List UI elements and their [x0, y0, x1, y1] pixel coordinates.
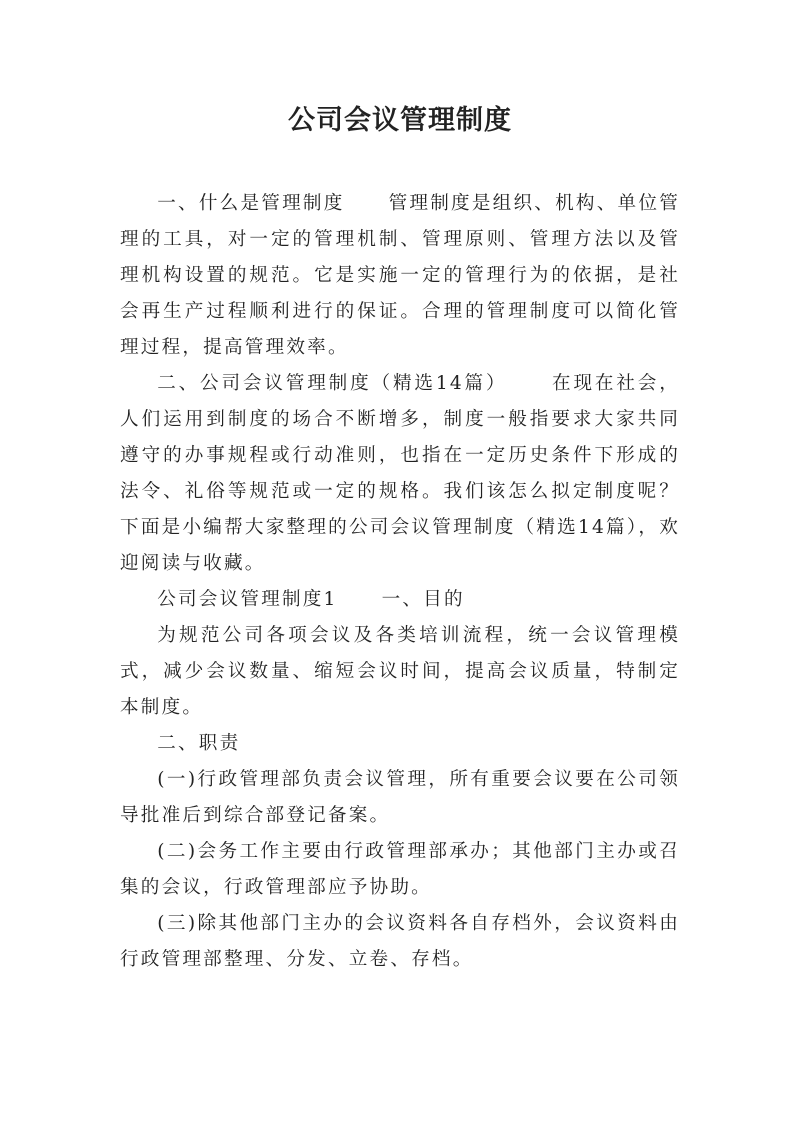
- section-heading: 一、什么是管理制度: [157, 193, 345, 214]
- paragraph-text: 二、职责: [157, 733, 241, 754]
- paragraph-text: 管理制度是组织、机构、单位管理的工具，对一定的管理机制、管理原则、管理方法以及管理机构设置的规范。它是实施一定的管理行为的依据，是社会再生产过程顺利进行的保证。合理的管理制度可以简化管理过程，提高管理效率。: [120, 193, 680, 358]
- paragraph-text: 在现在社会，人们运用到制度的场合不断增多，制度一般指要求大家共同遵守的办事规程或行动准则，也指在一定历史条件下形成的法令、礼俗等规范或一定的规格。我们该怎么拟定制度呢？下面是小编帮大家整理的公司会议管理制度（精选14篇），欢迎阅读与收藏。: [120, 373, 681, 574]
- paragraph-responsibilities-heading: [120, 726, 680, 762]
- paragraph-responsibility-2: [120, 834, 680, 906]
- paragraph-text: (一)行政管理部负责会议管理，所有重要会议要在公司领导批准后到综合部登记备案。: [120, 769, 680, 826]
- paragraph-text: 一、目的: [381, 589, 465, 610]
- paragraph-text: (三)除其他部门主办的会议资料各自存档外，会议资料由行政管理部整理、分发、立卷、存档。: [120, 913, 680, 970]
- paragraph-what-is-management-system: [120, 186, 680, 366]
- paragraph-system-1-purpose-heading: [120, 582, 680, 618]
- section-heading: 二、公司会议管理制度（精选14篇）: [157, 373, 508, 394]
- section-heading: 公司会议管理制度1: [157, 589, 338, 610]
- paragraph-purpose: [120, 618, 680, 726]
- paragraph-text: (二)会务工作主要由行政管理部承办；其他部门主办或召集的会议，行政管理部应予协助。: [120, 841, 680, 898]
- paragraph-text: 为规范公司各项会议及各类培训流程，统一会议管理模式，减少会议数量、缩短会议时间，提高会议质量，特制定本制度。: [120, 625, 680, 718]
- paragraph-company-meeting-system: [120, 366, 680, 582]
- paragraph-responsibility-1: [120, 762, 680, 834]
- document-body: [120, 186, 680, 978]
- page-title: 公司会议管理制度: [288, 105, 512, 136]
- paragraph-responsibility-3: [120, 906, 680, 978]
